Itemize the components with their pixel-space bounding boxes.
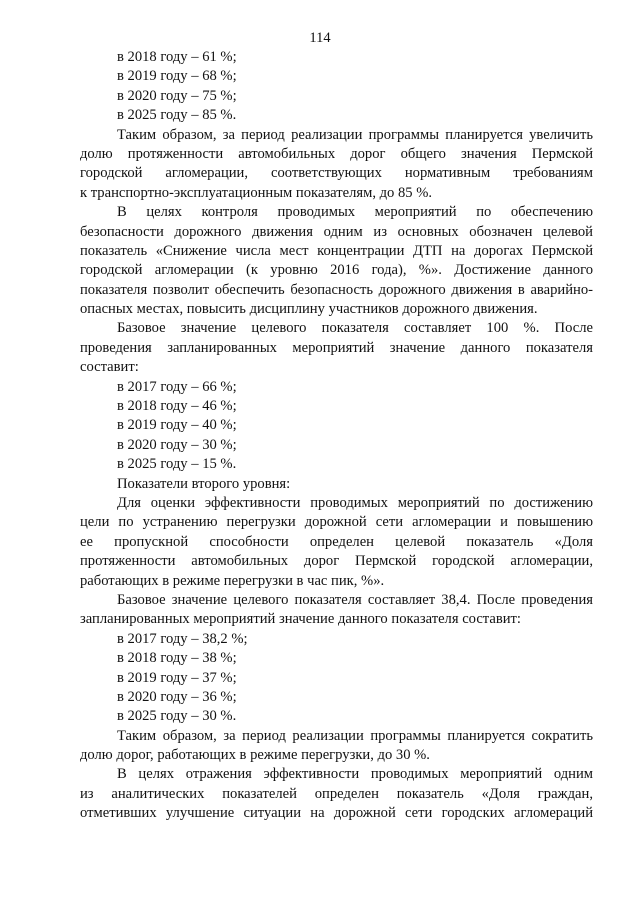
text-line: Для оценки эффективности проводимых мероприятий по достижению: [117, 494, 593, 511]
text-line: в 2019 году – 68 %;: [117, 68, 237, 85]
text-line: в 2018 году – 38 %;: [117, 650, 237, 667]
text-line: в 2025 году – 30 %.: [117, 708, 237, 725]
text-line: проведения запланированных мероприятий значение данного показателя: [80, 339, 593, 356]
text-line: В целях контроля проводимых мероприятий по обеспечению: [117, 204, 593, 221]
text-line: запланированных мероприятий значение данного показателя составит:: [80, 611, 521, 628]
text-line: протяженности автомобильных дорог Пермской городской агломерации,: [80, 553, 593, 570]
text-line: В целях отражения эффективности проводимых мероприятий одним: [117, 766, 593, 783]
text-line: опасных местах, повысить дисциплину участников дорожного движения.: [80, 301, 538, 318]
text-line: ее пропускной способности определен целевой показатель «Доля: [80, 533, 593, 550]
text-line: в 2018 году – 61 %;: [117, 49, 237, 65]
text-line: Таким образом, за период реализации программы планируется сократить: [117, 727, 593, 744]
text-line: работающих в режиме перегрузки в час пик, %».: [80, 572, 385, 589]
text-line: отметивших улучшение ситуации на дорожной сети городских агломераций: [80, 805, 593, 822]
text-line: цели по устранению перегрузки дорожной сети агломерации и повышению: [80, 514, 593, 531]
text-line: долю дорог, работающих в режиме перегрузки, до 30 %.: [80, 747, 430, 764]
text-line: из аналитических показателей определен показатель «Доля граждан,: [80, 785, 593, 802]
text-line: в 2020 году – 30 %;: [117, 436, 237, 453]
text-line: в 2025 году – 15 %.: [117, 456, 237, 473]
text-line: городской агломерации (к уровню 2016 года), %». Достижение данного: [80, 262, 593, 279]
text-line: в 2019 году – 37 %;: [117, 669, 237, 686]
document-body: [80, 48, 593, 824]
text-line: Базовое значение целевого показателя составляет 38,4. После проведения: [117, 591, 593, 608]
text-line: к транспортно-эксплуатационным показателям, до 85 %.: [80, 184, 433, 201]
text-line: Таким образом, за период реализации программы планируется увеличить: [117, 126, 593, 143]
text-line: в 2017 году – 66 %;: [117, 378, 237, 395]
text-line: безопасности дорожного движения одним из основных обозначен целевой: [80, 223, 593, 240]
text-line: составит:: [80, 359, 139, 376]
text-line: показатель «Снижение числа мест концентрации ДТП на дорогах Пермской: [80, 242, 593, 259]
text-line: в 2019 году – 40 %;: [117, 417, 237, 434]
text-line: в 2017 году – 38,2 %;: [117, 630, 248, 647]
text-line: в 2020 году – 36 %;: [117, 688, 237, 705]
text-line: показателя позволит обеспечить безопасность дорожного движения в аварийно-: [80, 281, 593, 298]
page-number: 114: [309, 30, 331, 46]
text-line: Базовое значение целевого показателя составляет 100 %. После: [117, 320, 593, 337]
text-line: долю протяженности автомобильных дорог общего значения Пермской: [80, 145, 593, 162]
text-line: Показатели второго уровня:: [117, 475, 291, 492]
text-line: в 2018 году – 46 %;: [117, 398, 237, 415]
text-line: городской агломерации, соответствующих нормативным требованиям: [80, 165, 593, 182]
text-line: в 2025 году – 85 %.: [117, 107, 237, 124]
text-line: в 2020 году – 75 %;: [117, 87, 237, 104]
